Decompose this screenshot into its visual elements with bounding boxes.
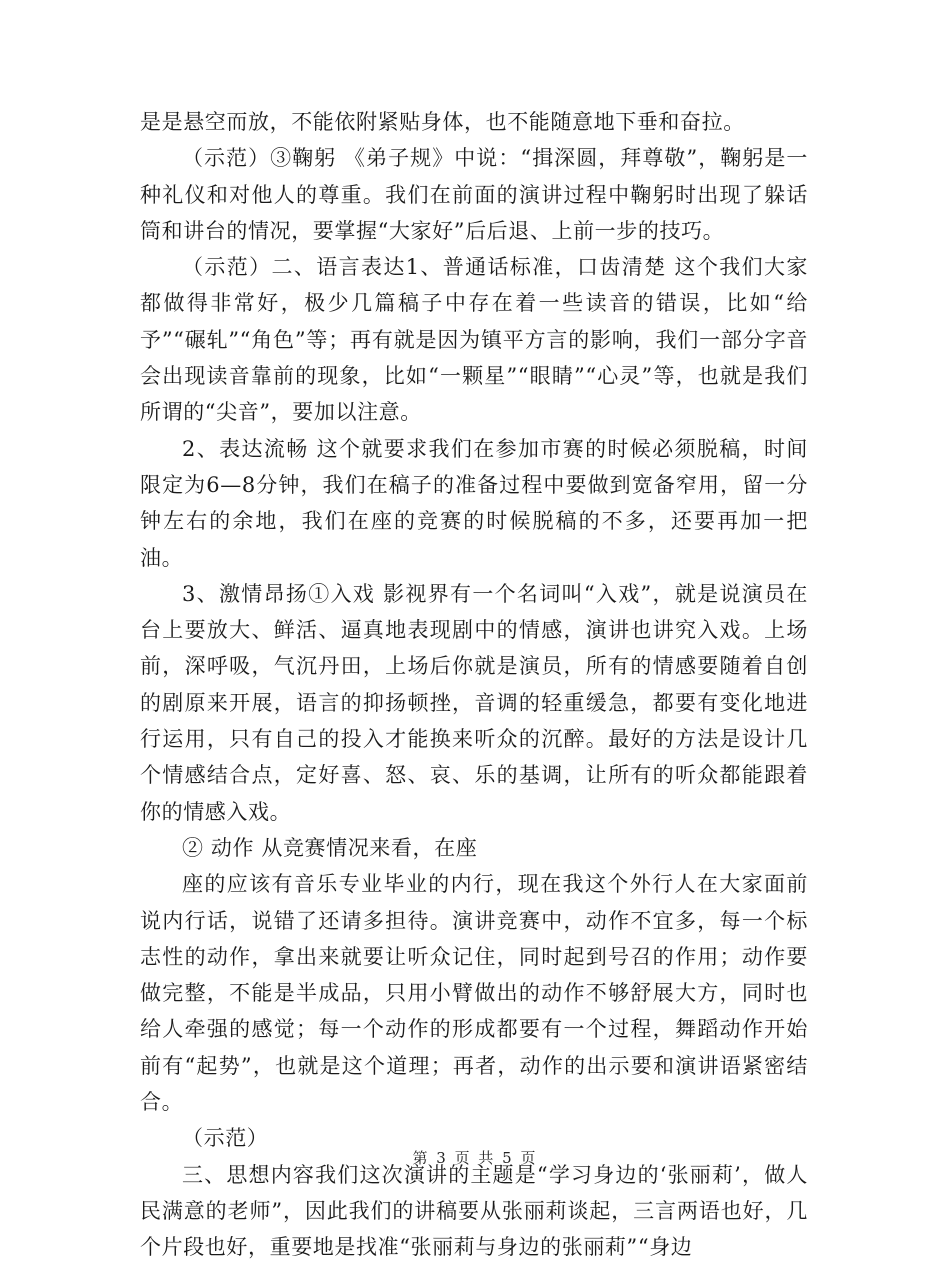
paragraph-1: 是是悬空而放，不能依附紧贴身体，也不能随意地下垂和奋拉。	[140, 110, 745, 134]
paragraph-8: （示范）	[182, 1126, 269, 1151]
document-body	[140, 104, 808, 1266]
paragraph-7: 座的应该有音乐专业毕业的内行，现在我这个外行人在大家面前说内行话，说错了还请多担待。演讲竞赛中，动作不宜多，每一个标志性的动作，拿出来就要让听众记住，同时起到号召的作用；动作要做完整，不能是半成品，只用小臂做出的动作不够舒展大方，同时也给人牵强的感觉；每一个动作的形成都要有一个过程，舞蹈动作开始前有“起势”，也就是这个道理；再者，动作的出示要和演讲语紧密结合。	[140, 872, 808, 1115]
paragraph-4: 2、表达流畅 这个就要求我们在参加市赛的时候必须脱稿，时间限定为6—8分钟，我们在稿子的准备过程中要做到宽备窄用，留一分钟左右的余地，我们在座的竞赛的时候脱稿的不多，还要再加一把油。	[140, 436, 808, 570]
paragraph-5: 3、激情昂扬①入戏 影视界有一个名词叫“入戏”，就是说演员在台上要放大、鲜活、逼真地表现剧中的情感，演讲也讲究入戏。上场前，深呼吸，气沉丹田，上场后你就是演员，所有的情感要随着自创的剧原来开展，语言的抑扬顿挫，音调的轻重缓急，都要有变化地进行运用，只有自己的投入才能换来听众的沉醉。最好的方法是设计几个情感结合点，定好喜、怒、哀、乐的基调，让所有的听众都能跟着你的情感入戏。	[140, 581, 808, 824]
paragraph-6: ② 动作 从竞赛情况来看，在座	[182, 835, 478, 860]
page-number-footer: 第 3 页 共 5 页	[412, 1149, 538, 1167]
paragraph-2: （示范）③鞠躬 《弟子规》中说：“揖深圆，拜尊敬”，鞠躬是一种礼仪和对他人的尊重。我们在前面的演讲过程中鞠躬时出现了躲话筒和讲台的情况，要掌握“大家好”后后退、上前一步的技巧。	[140, 146, 808, 243]
paragraph-3: （示范）二、语言表达1、普通话标准，口齿清楚 这个我们大家都做得非常好，极少几篇稿子中存在着一些读音的错误，比如“给予”“碾轧”“角色”等；再有就是因为镇平方言的影响，我们一部分字音会出现读音靠前的现象，比如“一颗星”“眼睛”“心灵”等，也就是我们所谓的“尖音”，要加以注意。	[140, 255, 808, 425]
paragraph-9: 三、思想内容我们这次演讲的主题是“学习身边的‘张丽莉’，做人民满意的老师”，因此我们的讲稿要从张丽莉谈起，三言两语也好，几个片段也好，重要地是找准“张丽莉与身边的张丽莉”“身边	[140, 1162, 808, 1260]
